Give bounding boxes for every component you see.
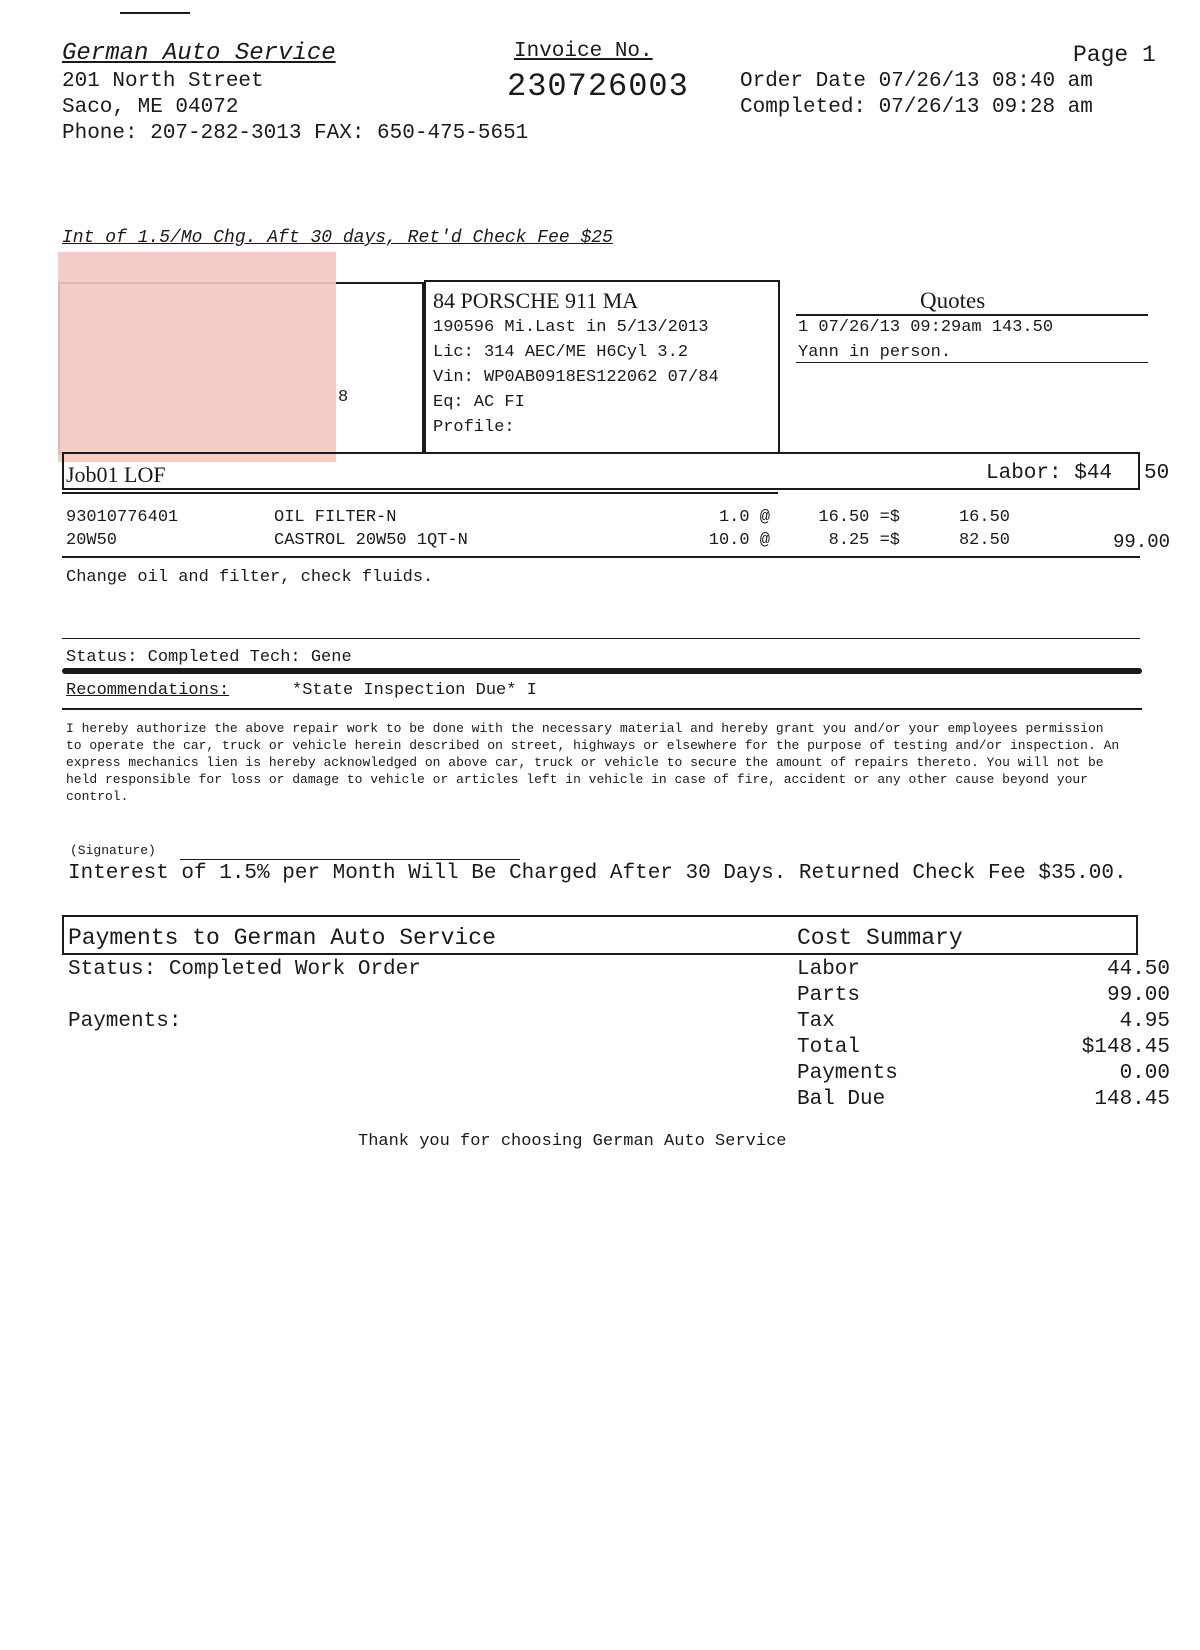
vehicle-equipment: Eq: AC FI — [433, 393, 525, 412]
job-label: Job01 LOF — [66, 462, 166, 487]
part-number: 20W50 — [66, 531, 118, 550]
part-number: 93010776401 — [66, 508, 179, 527]
signature-label: (Signature) — [70, 843, 156, 858]
footer-thanks: Thank you for choosing German Auto Service — [358, 1132, 787, 1151]
cost-label-labor: Labor — [797, 958, 861, 981]
status-rule-top — [62, 638, 1140, 639]
job-labor-cents: 50 — [1144, 462, 1170, 485]
payments-title: Payments to German Auto Service — [68, 925, 496, 951]
cost-summary-title: Cost Summary — [797, 925, 963, 951]
interest-note: Int of 1.5/Mo Chg. Aft 30 days, Ret'd Check Fee $25 — [62, 228, 613, 248]
cost-value-bal-due: 148.45 — [1094, 1088, 1170, 1111]
vehicle-license: Lic: 314 AEC/ME H6Cyl 3.2 — [433, 343, 689, 362]
quotes-rule — [796, 314, 1148, 316]
quotes-rule-2 — [796, 362, 1148, 363]
payments-label: Payments: — [68, 1010, 182, 1033]
page-number: Page 1 — [1073, 42, 1156, 68]
cost-value-tax: 4.95 — [1119, 1010, 1170, 1033]
part-qty: 10.0 @ — [708, 531, 770, 550]
invoice-label: Invoice No. — [514, 40, 653, 63]
rec-rule — [62, 708, 1142, 710]
company-phone: Phone: 207-282-3013 FAX: 650-475-5651 — [62, 122, 529, 145]
job-description: Change oil and filter, check fluids. — [66, 568, 434, 587]
recommendations-text: *State Inspection Due* I — [292, 681, 537, 700]
company-name: German Auto Service — [62, 40, 336, 67]
job-bar-under — [62, 492, 778, 494]
vehicle-vin: Vin: WP0AB0918ES122062 07/84 — [433, 368, 719, 387]
customer-fragment: 8 — [338, 388, 349, 407]
cost-label-payments: Payments — [797, 1062, 898, 1085]
part-ext: 16.50 — [958, 508, 1010, 527]
cost-value-total: $148.45 — [1081, 1036, 1170, 1059]
vehicle-mileage: 190596 Mi.Last in 5/13/2013 — [433, 318, 709, 337]
job-bar — [62, 452, 1140, 490]
completed-date: Completed: 07/26/13 09:28 am — [740, 96, 1093, 119]
quote-line-1: 1 07/26/13 09:29am 143.50 — [798, 318, 1054, 337]
part-desc: CASTROL 20W50 1QT-N — [274, 531, 468, 550]
authorization-text: I hereby authorize the above repair work to be done with the necessary material and hereby grant you and/or your employees permission to operate the car, truck or vehicle herein described on street, highways or elsewhere for the purpose of testing and/or inspection. An express mechanics lien is hereby acknowledged on above car, truck or vehicle to secure the amount of repairs thereto. You will not be held responsible for loss or damage to vehicle or articles left in vehicle in case of fire, accident or any other cause beyond your control. — [66, 721, 1120, 804]
part-desc: OIL FILTER-N — [274, 508, 397, 527]
cost-label-parts: Parts — [797, 984, 861, 1007]
cost-value-labor: 44.50 — [1106, 958, 1170, 981]
redacted-customer-info — [58, 252, 336, 462]
payment-status: Status: Completed Work Order — [68, 958, 421, 981]
part-price: 8.25 =$ — [828, 531, 900, 550]
part-price: 16.50 =$ — [818, 508, 900, 527]
vehicle-title: 84 PORSCHE 911 MA — [433, 288, 639, 313]
quotes-title: Quotes — [920, 288, 986, 313]
order-date: Order Date 07/26/13 08:40 am — [740, 70, 1093, 93]
company-street: 201 North Street — [62, 70, 264, 93]
vehicle-profile: Profile: — [433, 418, 515, 437]
part-ext: 82.50 — [958, 531, 1010, 550]
job-status: Status: Completed Tech: Gene — [66, 648, 352, 667]
recommendations-label: Recommendations: — [66, 681, 230, 700]
parts-rule — [62, 556, 1140, 558]
part-qty: 1.0 @ — [718, 508, 770, 527]
parts-total: 99.00 — [1112, 531, 1170, 553]
job-labor: Labor: $44 — [986, 462, 1113, 485]
status-rule-thick — [62, 668, 1142, 674]
cost-label-total: Total — [797, 1036, 861, 1059]
quote-line-2: Yann in person. — [798, 343, 952, 362]
company-city: Saco, ME 04072 — [62, 96, 239, 119]
invoice-number: 230726003 — [507, 68, 689, 105]
cost-value-payments: 0.00 — [1119, 1062, 1170, 1085]
cost-value-parts: 99.00 — [1106, 984, 1170, 1007]
cost-label-bal-due: Bal Due — [797, 1088, 886, 1111]
cost-label-tax: Tax — [797, 1010, 835, 1033]
top-mark — [120, 12, 190, 14]
interest-statement: Interest of 1.5% per Month Will Be Charged After 30 Days. Returned Check Fee $35.00. — [68, 862, 1127, 885]
